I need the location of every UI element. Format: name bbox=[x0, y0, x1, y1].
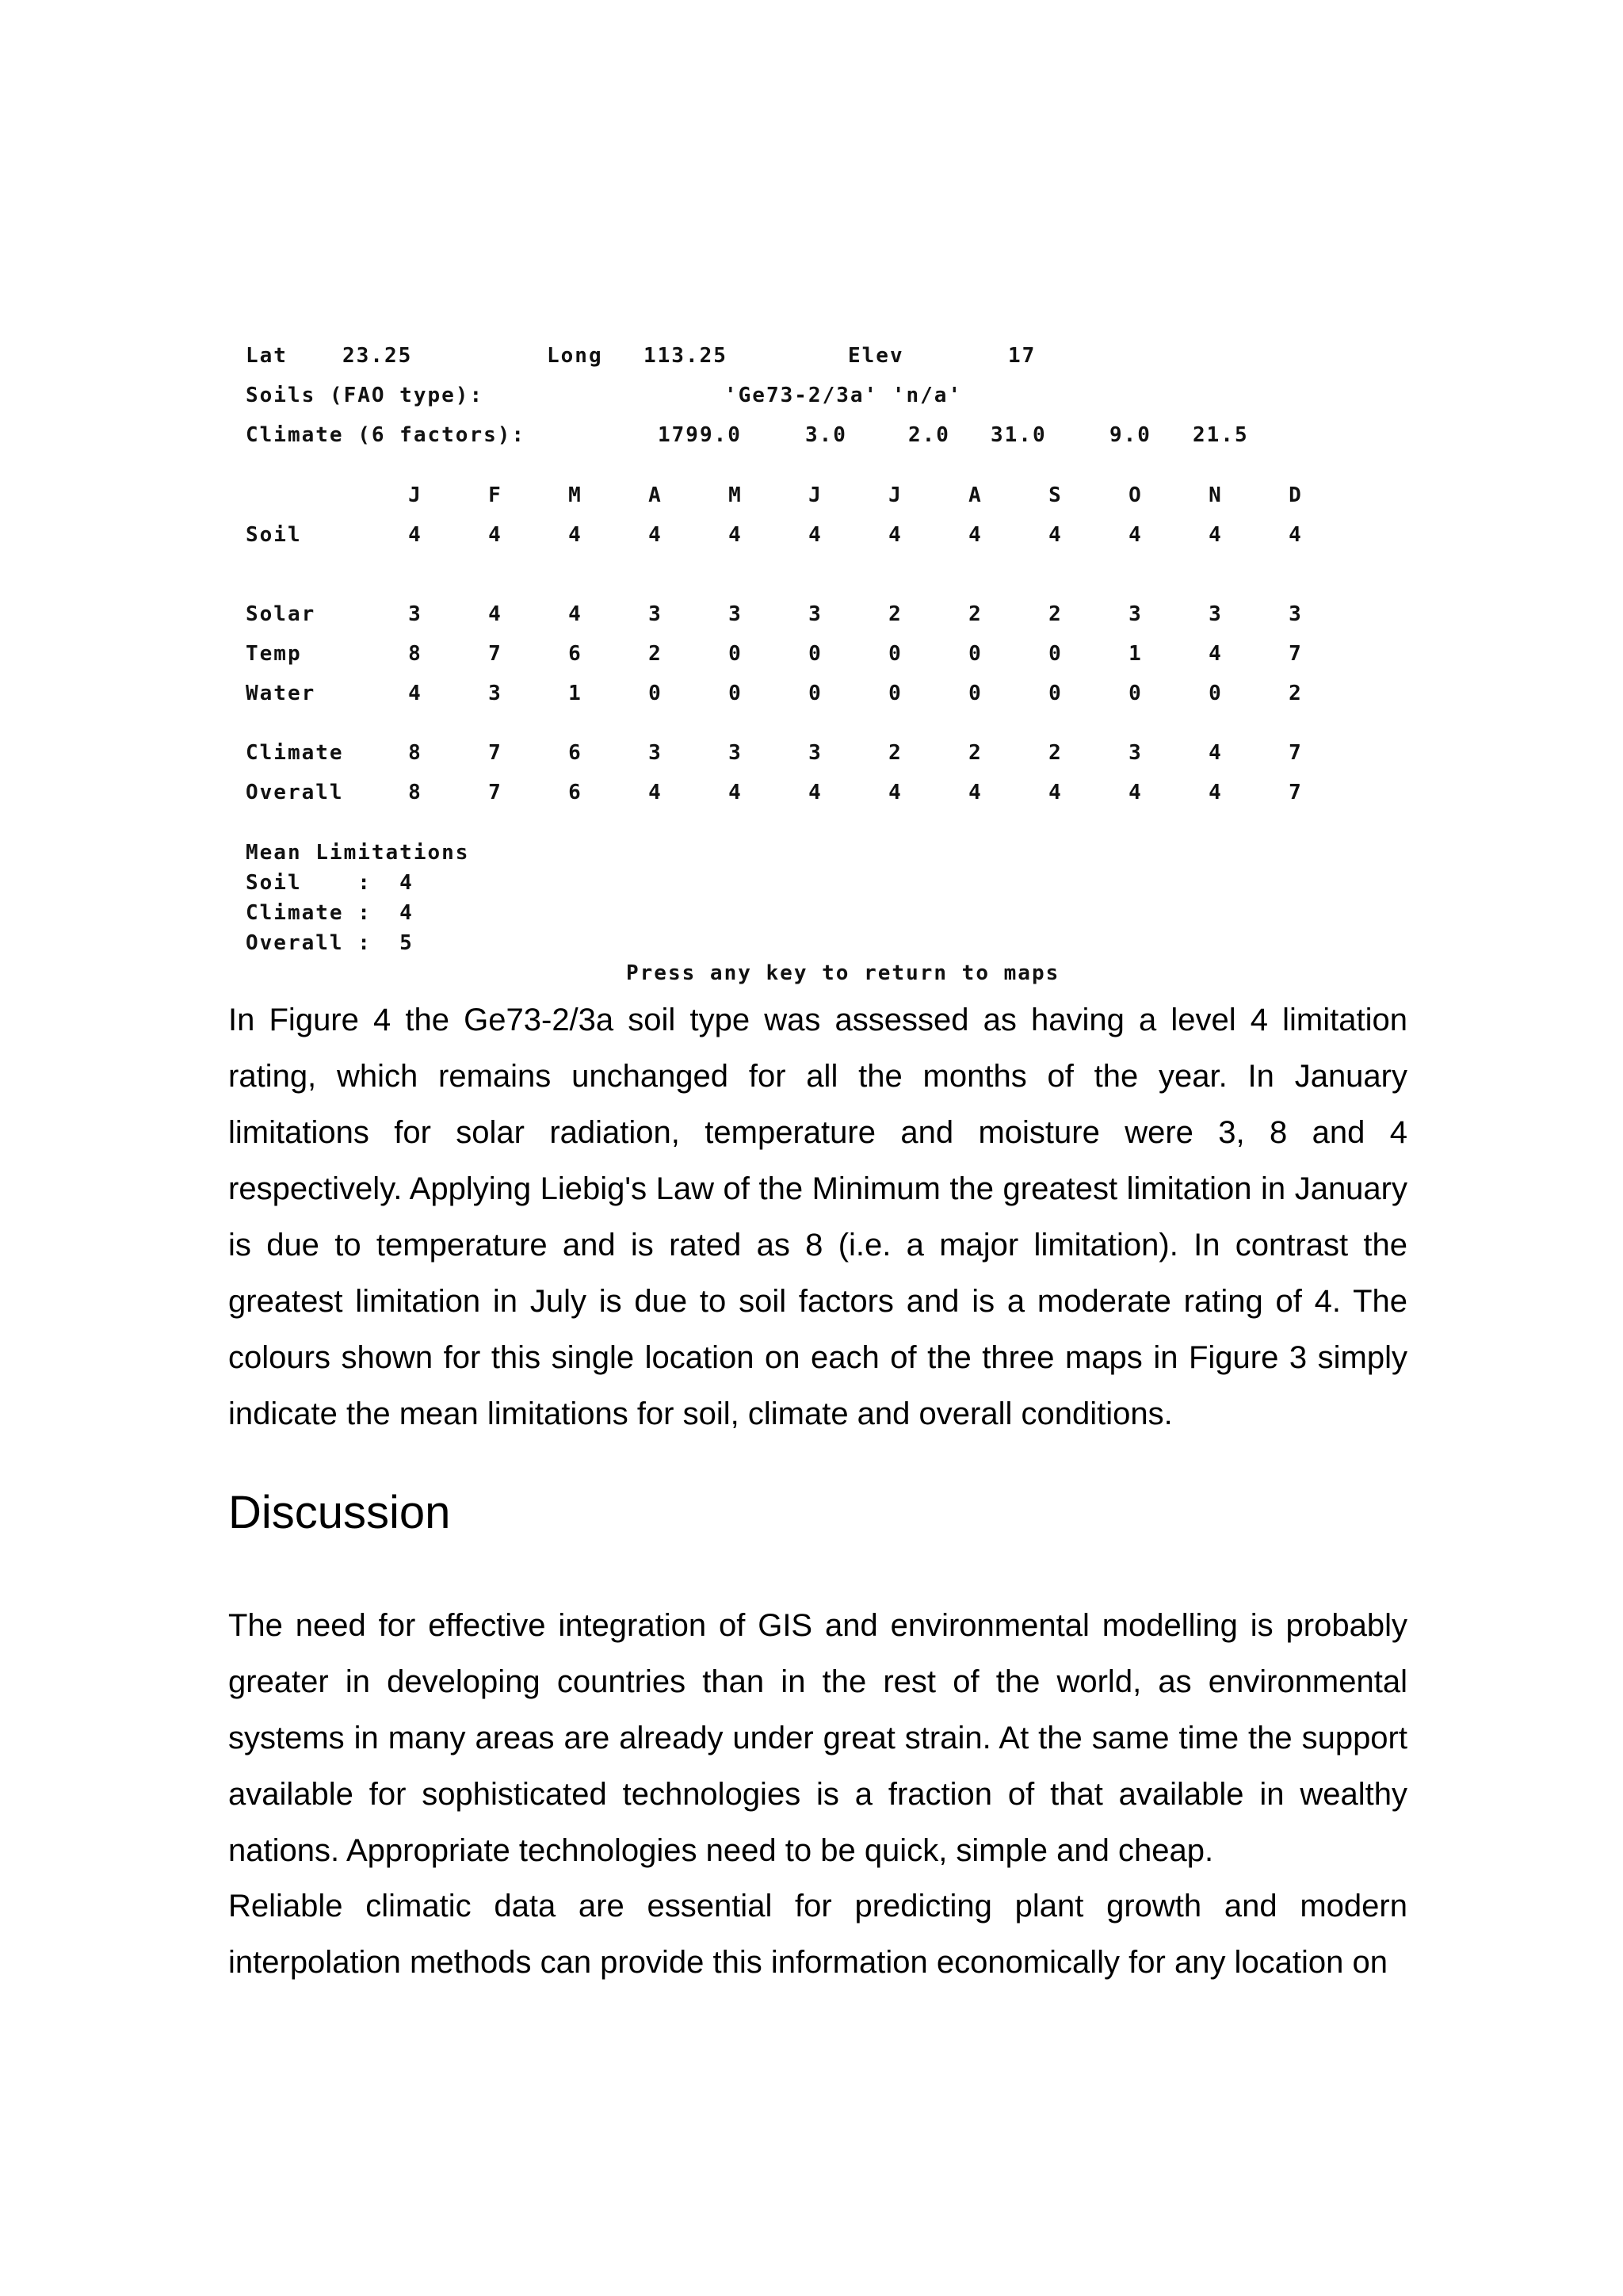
elev-value: 17 bbox=[1008, 344, 1037, 368]
row-value: 3 bbox=[808, 741, 823, 765]
row-value: 3 bbox=[728, 602, 743, 626]
long-value: 113.25 bbox=[643, 344, 727, 368]
row-value: 0 bbox=[648, 682, 663, 705]
limitation-row bbox=[246, 602, 1434, 631]
long-label: Long bbox=[547, 344, 603, 368]
row-label: Water bbox=[246, 682, 316, 705]
row-value: 0 bbox=[968, 682, 983, 705]
limitation-row bbox=[246, 642, 1434, 670]
row-value: 4 bbox=[728, 523, 743, 547]
lat-value: 23.25 bbox=[342, 344, 413, 368]
soils-label: Soils (FAO type): bbox=[246, 384, 484, 407]
row-value: 7 bbox=[488, 741, 502, 765]
row-value: 4 bbox=[888, 781, 903, 804]
row-value: 4 bbox=[728, 781, 743, 804]
soils-value: 'Ge73-2/3a' 'n/a' bbox=[724, 384, 963, 407]
month-label: J bbox=[408, 483, 422, 507]
row-value: 2 bbox=[1289, 682, 1303, 705]
row-value: 7 bbox=[488, 642, 502, 666]
row-value: 6 bbox=[568, 781, 582, 804]
row-value: 3 bbox=[648, 741, 663, 765]
limitations-figure bbox=[246, 333, 1434, 983]
month-label: J bbox=[888, 483, 903, 507]
row-value: 0 bbox=[808, 642, 823, 666]
mean-overall: Overall : 5 bbox=[246, 931, 414, 955]
month-label: N bbox=[1209, 483, 1223, 507]
row-value: 3 bbox=[808, 602, 823, 626]
climate-factor: 2.0 bbox=[908, 423, 950, 447]
row-label: Overall bbox=[246, 781, 344, 804]
row-value: 4 bbox=[1289, 523, 1303, 547]
row-value: 2 bbox=[888, 741, 903, 765]
row-value: 4 bbox=[1128, 781, 1143, 804]
row-value: 7 bbox=[1289, 781, 1303, 804]
month-label: J bbox=[808, 483, 823, 507]
discussion-paragraph: The need for effective integration of GIS and environmental modelling is probably greater in developing countries than in the rest of the world, as environmental systems in many areas are already under great strain. At the same time the support available for sophisticated technologies is a fraction of that available in wealthy nations. Appropriate technologies need to be quick, simple and cheap. bbox=[228, 1608, 1407, 1868]
discussion-paragraph-continued: Reliable climatic data are essential for predicting plant growth and modern interpolation methods can provide this information economically for any location on bbox=[228, 1889, 1407, 1980]
row-value: 3 bbox=[648, 602, 663, 626]
row-value: 7 bbox=[1289, 741, 1303, 765]
row-value: 8 bbox=[408, 781, 422, 804]
row-value: 2 bbox=[968, 602, 983, 626]
row-value: 3 bbox=[1289, 602, 1303, 626]
row-value: 1 bbox=[1128, 642, 1143, 666]
row-value: 4 bbox=[1128, 523, 1143, 547]
row-label: Climate bbox=[246, 741, 344, 765]
row-value: 4 bbox=[648, 781, 663, 804]
limitation-row bbox=[246, 523, 1434, 552]
month-label: M bbox=[568, 483, 582, 507]
row-value: 6 bbox=[568, 741, 582, 765]
month-label: S bbox=[1048, 483, 1063, 507]
lat-label: Lat bbox=[246, 344, 288, 368]
row-value: 4 bbox=[1048, 781, 1063, 804]
row-label: Soil bbox=[246, 523, 302, 547]
climate-factor: 9.0 bbox=[1109, 423, 1151, 447]
climate-factor: 31.0 bbox=[991, 423, 1047, 447]
row-value: 7 bbox=[488, 781, 502, 804]
row-value: 4 bbox=[1048, 523, 1063, 547]
row-label: Solar bbox=[246, 602, 316, 626]
row-value: 3 bbox=[728, 741, 743, 765]
row-value: 0 bbox=[1048, 642, 1063, 666]
row-value: 0 bbox=[808, 682, 823, 705]
row-value: 7 bbox=[1289, 642, 1303, 666]
row-value: 4 bbox=[488, 523, 502, 547]
month-header-row bbox=[246, 483, 1434, 512]
row-value: 4 bbox=[568, 602, 582, 626]
row-value: 6 bbox=[568, 642, 582, 666]
row-value: 0 bbox=[1048, 682, 1063, 705]
row-value: 3 bbox=[1128, 741, 1143, 765]
row-value: 4 bbox=[1209, 523, 1223, 547]
row-value: 4 bbox=[1209, 781, 1223, 804]
row-value: 1 bbox=[568, 682, 582, 705]
limitation-row bbox=[246, 781, 1434, 809]
row-value: 4 bbox=[408, 682, 422, 705]
month-label: O bbox=[1128, 483, 1143, 507]
row-value: 4 bbox=[488, 602, 502, 626]
row-value: 0 bbox=[728, 642, 743, 666]
row-value: 0 bbox=[888, 682, 903, 705]
elev-label: Elev bbox=[848, 344, 904, 368]
row-value: 3 bbox=[1209, 602, 1223, 626]
row-value: 8 bbox=[408, 741, 422, 765]
month-label: A bbox=[648, 483, 663, 507]
row-value: 4 bbox=[968, 523, 983, 547]
row-value: 2 bbox=[968, 741, 983, 765]
row-value: 3 bbox=[408, 602, 422, 626]
row-value: 4 bbox=[568, 523, 582, 547]
row-value: 2 bbox=[1048, 741, 1063, 765]
month-label: F bbox=[488, 483, 502, 507]
climate-factor: 3.0 bbox=[805, 423, 847, 447]
row-value: 0 bbox=[968, 642, 983, 666]
row-value: 4 bbox=[408, 523, 422, 547]
row-label: Temp bbox=[246, 642, 302, 666]
row-value: 4 bbox=[968, 781, 983, 804]
climate-factor: 1799.0 bbox=[658, 423, 742, 447]
row-value: 4 bbox=[808, 781, 823, 804]
row-value: 3 bbox=[1128, 602, 1143, 626]
row-value: 4 bbox=[648, 523, 663, 547]
row-value: 4 bbox=[1209, 642, 1223, 666]
row-value: 0 bbox=[1128, 682, 1143, 705]
row-value: 4 bbox=[808, 523, 823, 547]
limitation-row bbox=[246, 682, 1434, 710]
row-value: 3 bbox=[488, 682, 502, 705]
row-value: 0 bbox=[888, 642, 903, 666]
month-label: M bbox=[728, 483, 743, 507]
climate-factor: 21.5 bbox=[1193, 423, 1249, 447]
mean-limitations-title: Mean Limitations bbox=[246, 841, 470, 865]
row-value: 4 bbox=[1209, 741, 1223, 765]
row-value: 8 bbox=[408, 642, 422, 666]
limitation-row bbox=[246, 741, 1434, 770]
climate-label: Climate (6 factors): bbox=[246, 423, 526, 447]
row-value: 0 bbox=[728, 682, 743, 705]
row-value: 0 bbox=[1209, 682, 1223, 705]
section-heading: Discussion bbox=[228, 1487, 451, 1538]
press-key-prompt: Press any key to return to maps bbox=[626, 961, 1060, 985]
row-value: 4 bbox=[888, 523, 903, 547]
month-label: A bbox=[968, 483, 983, 507]
row-value: 2 bbox=[888, 602, 903, 626]
month-label: D bbox=[1289, 483, 1303, 507]
mean-soil: Soil : 4 bbox=[246, 871, 414, 895]
mean-climate: Climate : 4 bbox=[246, 901, 414, 925]
row-value: 2 bbox=[648, 642, 663, 666]
results-paragraph: In Figure 4 the Ge73-2/3a soil type was assessed as having a level 4 limitation rating, which remains unchanged for all the months of the year. In January limitations for solar radiation, temperature and moisture were 3, 8 and 4 respectively. Applying Liebig's Law of the Minimum the greatest limitation in January is due to temperature and is rated as 8 (i.e. a major limitation). In contrast the greatest limitation in July is due to soil factors and is a moderate rating of 4. The colours shown for this single location on each of the three maps in Figure 3 simply indicate the mean limitations for soil, climate and overall conditions. bbox=[228, 1003, 1407, 1431]
row-value: 2 bbox=[1048, 602, 1063, 626]
